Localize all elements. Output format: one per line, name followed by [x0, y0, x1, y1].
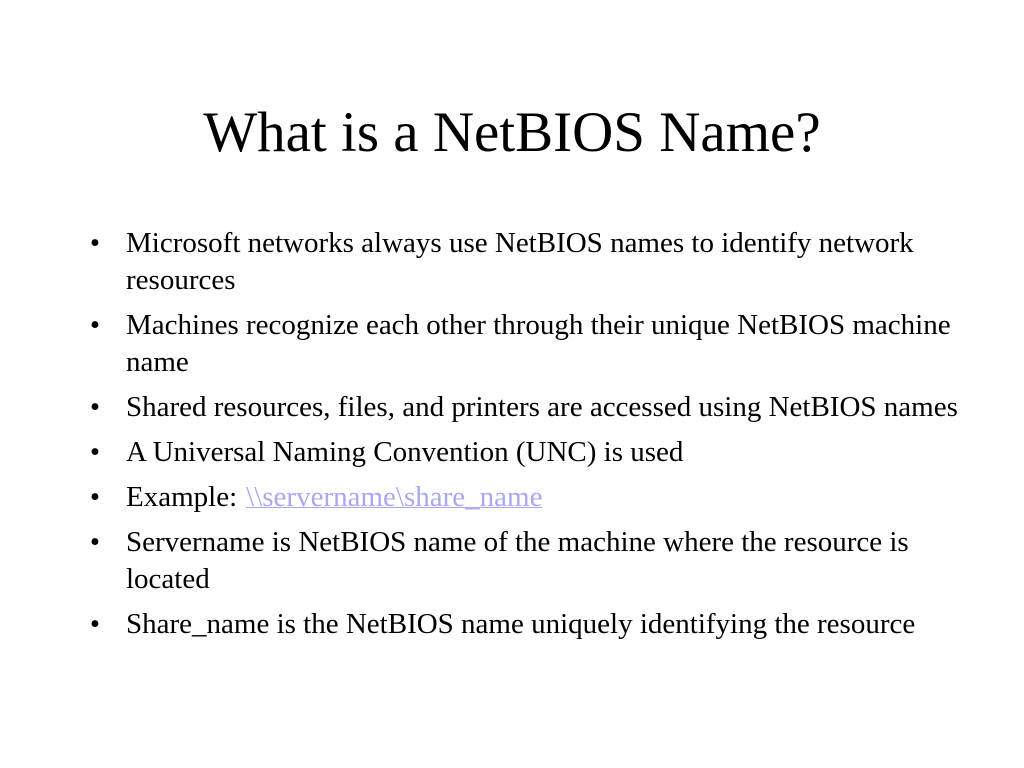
bullet-text: Servername is NetBIOS name of the machine where the resource is located [126, 526, 909, 595]
bullet-text: Shared resources, files, and printers are accessed using NetBIOS names [126, 391, 958, 423]
bullet-icon: • [89, 608, 101, 640]
bullet-icon: • [89, 481, 101, 513]
bullet-text: Example: [126, 481, 238, 513]
bullet-item [85, 389, 965, 426]
slide-title: What is a NetBIOS Name? [203, 101, 821, 164]
bullet-item [85, 479, 965, 516]
bullet-item [85, 434, 965, 471]
bullet-item [85, 225, 965, 299]
bullet-item [85, 307, 965, 381]
bullet-icon: • [89, 309, 101, 341]
bullet-icon: • [89, 526, 101, 558]
bullet-text: Share_name is the NetBIOS name uniquely identifying the resource [126, 608, 916, 640]
bullet-icon: • [89, 436, 101, 468]
bullet-item [85, 606, 965, 643]
bullet-icon: • [89, 227, 101, 259]
bullet-text: Microsoft networks always use NetBIOS names to identify network resources [126, 227, 914, 296]
bullet-text: A Universal Naming Convention (UNC) is used [126, 436, 684, 468]
unc-example-link[interactable]: \\servername\share_name [246, 481, 543, 513]
bullet-icon: • [89, 391, 101, 423]
bullet-text: Machines recognize each other through their unique NetBIOS machine name [126, 309, 951, 378]
bullet-list [85, 225, 965, 651]
bullet-item [85, 524, 965, 598]
